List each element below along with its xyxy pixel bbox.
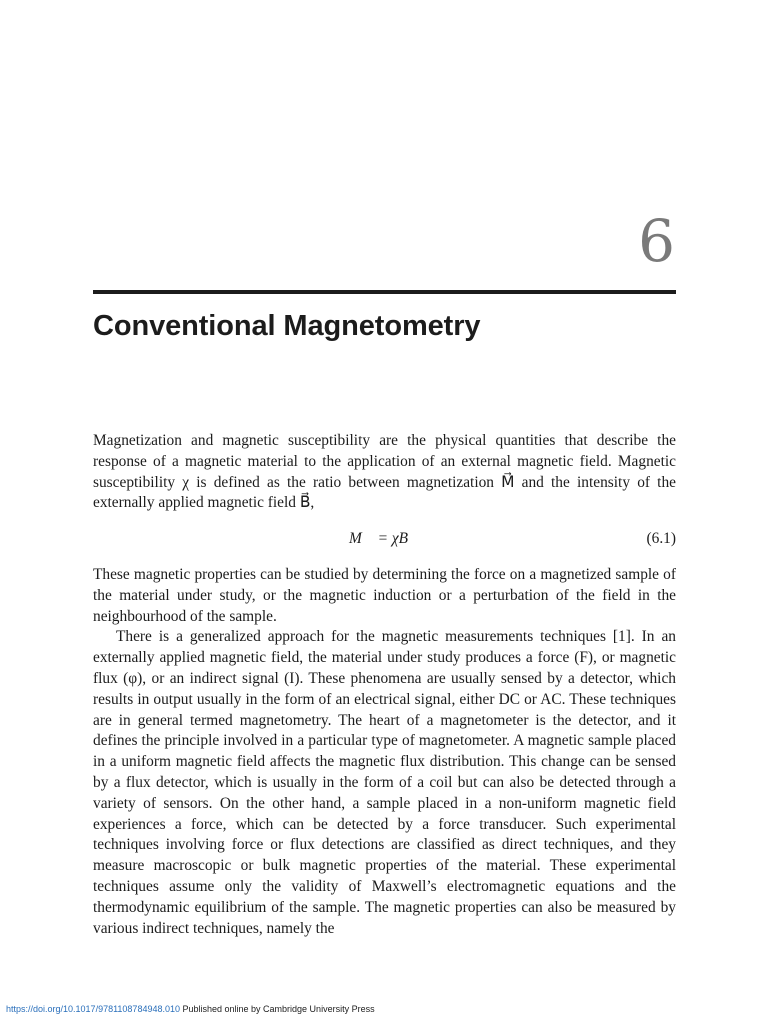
- chapter-title: Conventional Magnetometry: [93, 310, 481, 342]
- equation-number: (6.1): [646, 530, 676, 547]
- paragraph: Magnetization and magnetic susceptibility are the physical quantities that describe the response of a magnetic material to the application of an external magnetic field. Magnetic susceptibility χ is defined as the ratio between magnetization M⃗ and the intensity of the externally applied magnetic field B⃗,: [93, 432, 676, 512]
- intro-paragraph-block: [93, 431, 676, 514]
- footer: [6, 1003, 375, 1015]
- footer-published-text: Published online by Cambridge University Press: [179, 1004, 375, 1014]
- chapter-number: 6: [638, 207, 675, 275]
- chapter-rule: [93, 290, 676, 294]
- paragraph: There is a generalized approach for the magnetic measurements techniques [1]. In an externally applied magnetic field, the material under study produces a force (F), or magnetic flux (φ), or an indirect signal (I). These phenomena are usually sensed by a detector, which results in output usually in the form of an electrical signal, either DC or AC. These techniques are in general termed magnetometry. The heart of a magnetometer is the detector, and it defines the principle involved in a particular type of magnetometer. A magnetic sample placed in a uniform magnetic field affects the magnetic flux distribution. This change can be sensed by a flux detector, which is usually in the form of a coil but can also be detected through a variety of sensors. On the other hand, a sample placed in a non-uniform magnetic field experiences a force, which can be detected by a force transducer. Such experimental techniques involving force or flux detections are classified as direct techniques, and they measure macroscopic or bulk magnetic properties of the material. These experimental techniques assume only the validity of Maxwell’s electromagnetic equations and the thermodynamic equilibrium of the sample. The magnetic properties can also be measured by various indirect techniques, namely the: [93, 628, 676, 937]
- equation-row: [93, 528, 676, 550]
- body-paragraph-block: [93, 565, 676, 939]
- doi-link[interactable]: https://doi.org/10.1017/9781108784948.010: [6, 1004, 180, 1014]
- paragraph: These magnetic properties can be studied by determining the force on a magnetized sample of the material under study, or the magnetic induction or a perturbation of the field in the neighbourhood of the sample.: [93, 566, 676, 625]
- equation: M⃗ = χB⃗: [348, 530, 421, 547]
